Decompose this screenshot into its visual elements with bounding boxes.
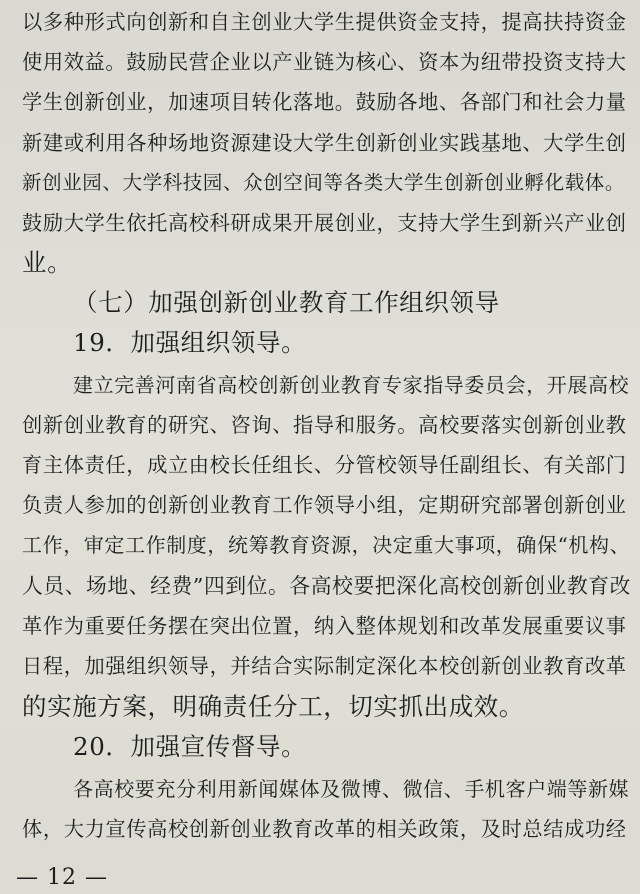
body-line: 新创业园、大学科技园、众创空间等各类大学生创新创业孵化载体。 bbox=[22, 171, 626, 194]
body-line: 育主体责任，成立由校长任组长、分管校领导任副组长、有关部门 bbox=[22, 453, 627, 477]
body-line: 学生创新创业，加速项目转化落地。鼓励各地、各部门和社会力量 bbox=[22, 90, 627, 114]
body-line: 创新创业教育的研究、咨询、指导和服务。高校要落实创新创业教 bbox=[22, 413, 627, 437]
body-line: 人员、场地、经费”四到位。各高校要把深化高校创新创业教育改 bbox=[22, 574, 632, 598]
subsection-heading: 19．加强组织领导。 bbox=[73, 328, 307, 357]
body-line: 以多种形式向创新和自主创业大学生提供资金支持，提高扶持资金 bbox=[22, 10, 627, 34]
body-line: 新建或利用各种场地资源建设大学生创新创业实践基地、大学生创 bbox=[22, 131, 627, 155]
body-line: 革作为重要任务摆在突出位置，纳入整体规划和改革发展重要议事 bbox=[22, 614, 627, 638]
body-line: 体，大力宣传高校创新创业教育改革的相关政策，及时总结成功经 bbox=[22, 817, 627, 841]
body-line: 负责人参加的创新创业教育工作领导小组，定期研究部署创新创业 bbox=[22, 493, 627, 517]
body-line: 业。 bbox=[22, 248, 73, 277]
body-line: 使用效益。鼓励民营企业以产业链为核心、资本为纽带投资支持大 bbox=[22, 50, 627, 74]
body-line: 各高校要充分利用新闻媒体及微博、微信、手机客户端等新媒 bbox=[73, 777, 630, 801]
body-line: 的实施方案，明确责任分工，切实抓出成效。 bbox=[22, 692, 524, 721]
body-line: 工作，审定工作制度，统筹教育资源，决定重大事项，确保“机构、 bbox=[22, 533, 631, 557]
page-number: — 12 — bbox=[16, 865, 108, 890]
section-heading: （七）加强创新创业教育工作组织领导 bbox=[73, 288, 500, 317]
body-line: 建立完善河南省高校创新创业教育专家指导委员会，开展高校 bbox=[73, 373, 630, 397]
subsection-heading: 20．加强宣传督导。 bbox=[73, 732, 307, 761]
body-line: 日程，加强组织领导，并结合实际制定深化本校创新创业教育改革 bbox=[22, 654, 627, 678]
body-line: 鼓励大学生依托高校科研成果开展创业，支持大学生到新兴产业创 bbox=[22, 211, 627, 235]
